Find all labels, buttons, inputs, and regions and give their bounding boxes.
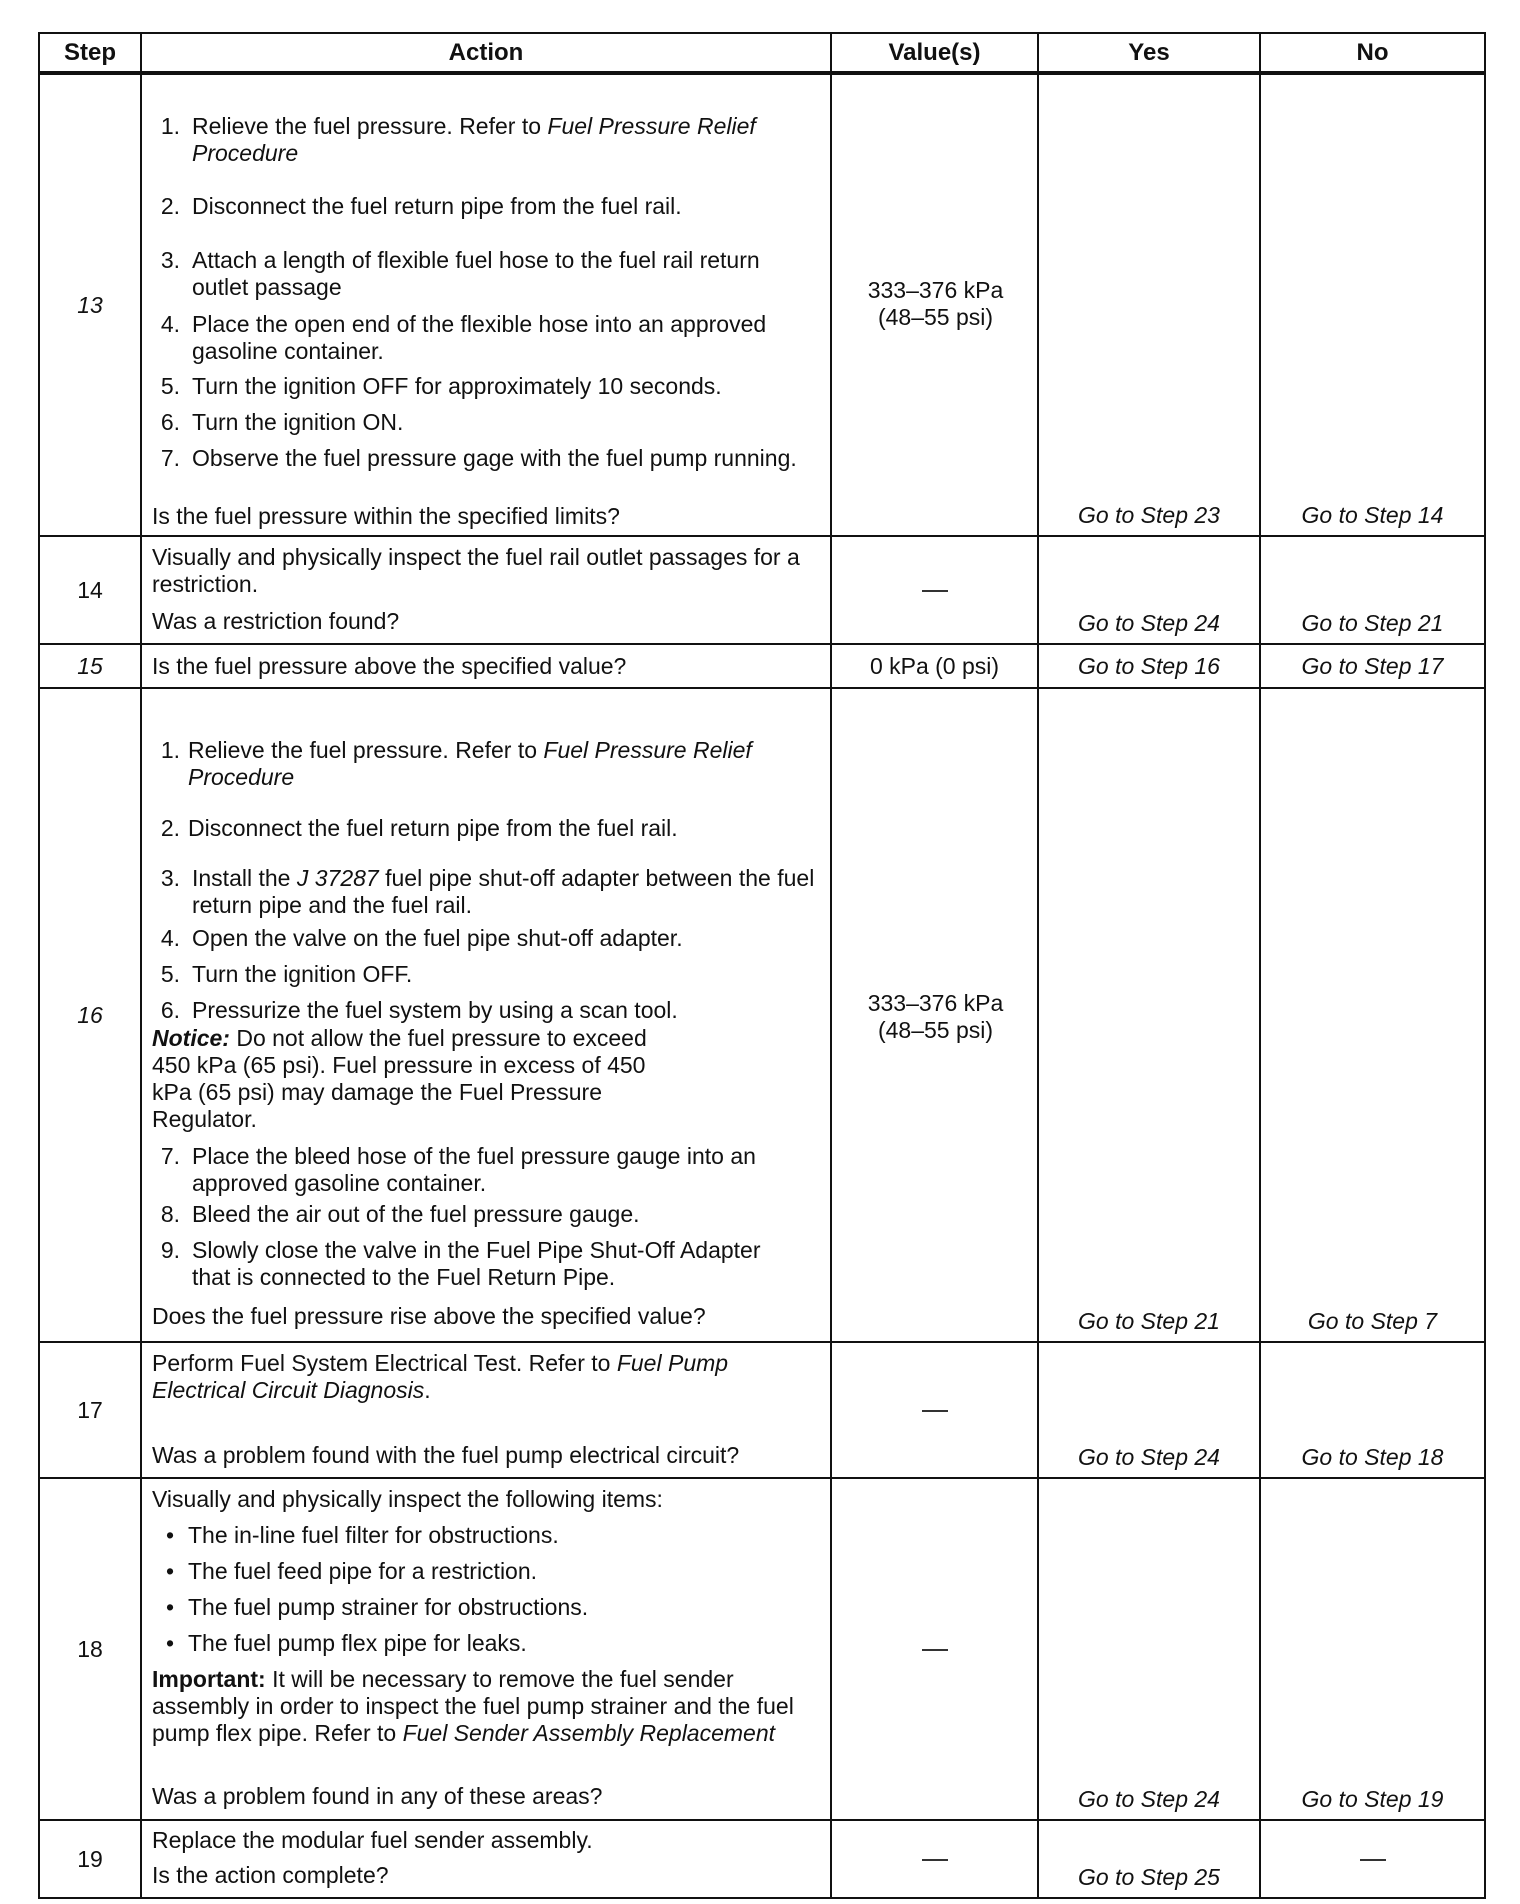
list-item: 8. Bleed the air out of the fuel pressure gauge. <box>160 1201 640 1227</box>
question: Was a restriction found? <box>152 608 400 634</box>
tool-reference: J 37287 <box>296 865 379 891</box>
list-item: 1. Relieve the fuel pressure. Refer to Fuel Pressure Relief Procedure <box>160 113 756 166</box>
header-row <box>39 33 1485 73</box>
yes-target: Go to Step 24 <box>1078 1786 1220 1812</box>
step-number: 17 <box>39 1342 141 1478</box>
action-cell <box>141 1342 831 1478</box>
action-cell <box>141 1820 831 1898</box>
no-target: Go to Step 21 <box>1301 610 1444 636</box>
value-cell <box>831 1478 1038 1820</box>
no-cell <box>1260 644 1485 688</box>
yes-cell <box>1038 1820 1260 1898</box>
list-item: 5. Turn the ignition OFF for approximately 10 seconds. <box>160 373 722 399</box>
important-note: Important: It will be necessary to remove the fuel sender assembly in order to inspect the fuel pump strainer and the fuel pump flex pipe. Refer to Fuel Sender Assembly Replacement <box>152 1666 794 1746</box>
yes-target: Go to Step 16 <box>1078 652 1220 679</box>
yes-cell <box>1038 1478 1260 1820</box>
list-item: 3. Attach a length of flexible fuel hose to the fuel rail return outlet passage <box>160 247 760 300</box>
yes-cell <box>1038 644 1260 688</box>
value-cell: 333–376 kPa (48–55 psi) <box>831 688 1038 1342</box>
no-cell <box>1260 536 1485 644</box>
list-item: 9. Slowly close the valve in the Fuel Pipe Shut-Off Adapter that is connected to the Fuel Return Pipe. <box>160 1237 761 1290</box>
list-item: 1. Relieve the fuel pressure. Refer to Fuel Pressure Relief Procedure <box>160 737 752 790</box>
yes-target: Go to Step 24 <box>1078 610 1220 636</box>
step-number: 18 <box>39 1478 141 1820</box>
dash-mark <box>922 1410 948 1412</box>
diagnostic-table <box>38 32 1486 1899</box>
action-text: Visually and physically inspect the following items: <box>152 1486 663 1512</box>
no-target: Go to Step 17 <box>1301 652 1444 679</box>
action-cell <box>141 536 831 644</box>
list-item: 7. Observe the fuel pressure gage with the fuel pump running. <box>160 445 797 471</box>
step-number: 14 <box>39 536 141 644</box>
value-cell <box>831 536 1038 644</box>
list-item: 5. Turn the ignition OFF. <box>160 961 413 987</box>
list-item: 6. Pressurize the fuel system by using a scan tool. <box>160 997 678 1023</box>
step-number: 19 <box>39 1820 141 1898</box>
notice: Notice: Do not allow the fuel pressure to exceed 450 kPa (65 psi). Fuel pressure in excess of 450 kPa (65 psi) may damage the Fuel Pressure Regulator. <box>152 1025 647 1132</box>
no-cell <box>1260 1342 1485 1478</box>
no-cell <box>1260 688 1485 1342</box>
question: Was a problem found with the fuel pump electrical circuit? <box>152 1442 740 1468</box>
yes-cell <box>1038 73 1260 536</box>
header-action: Action <box>141 33 831 73</box>
step-number: 15 <box>39 644 141 688</box>
value-cell: 333–376 kPa (48–55 psi) <box>831 73 1038 536</box>
action-text: Perform Fuel System Electrical Test. Refer to Fuel Pump Electrical Circuit Diagnosis. <box>152 1350 729 1403</box>
dash-mark <box>922 1859 948 1861</box>
list-item: • The fuel pump flex pipe for leaks. <box>166 1630 527 1656</box>
list-item: • The fuel feed pipe for a restriction. <box>166 1558 538 1584</box>
no-target: Go to Step 7 <box>1307 1308 1438 1334</box>
yes-target: Go to Step 24 <box>1078 1444 1220 1470</box>
header-values: Value(s) <box>831 33 1038 73</box>
list-item: 2. Disconnect the fuel return pipe from the fuel rail. <box>160 193 682 219</box>
no-target: Go to Step 18 <box>1301 1444 1444 1470</box>
action-cell <box>141 644 831 688</box>
list-item: 4. Place the open end of the flexible hose into an approved gasoline container. <box>160 311 767 364</box>
header-no: No <box>1260 33 1485 73</box>
yes-cell <box>1038 1342 1260 1478</box>
value-cell <box>831 1820 1038 1898</box>
step-number: 13 <box>39 73 141 536</box>
question: Is the fuel pressure within the specified limits? <box>152 503 620 529</box>
action-text: Replace the modular fuel sender assembly. <box>152 1827 593 1853</box>
table-row-step-17 <box>39 1342 1485 1478</box>
action-text: Visually and physically inspect the fuel rail outlet passages for a restriction. <box>152 544 800 597</box>
action-cell <box>141 73 831 536</box>
yes-target: Go to Step 21 <box>1078 1308 1220 1334</box>
table-row-step-19 <box>39 1820 1485 1898</box>
no-cell <box>1260 1820 1485 1898</box>
value-cell <box>831 1342 1038 1478</box>
yes-target: Go to Step 25 <box>1078 1864 1220 1890</box>
question: Was a problem found in any of these areas? <box>152 1783 603 1809</box>
list-item: 6. Turn the ignition ON. <box>160 409 404 435</box>
yes-target: Go to Step 23 <box>1078 502 1220 528</box>
table-row-step-16 <box>39 688 1485 1342</box>
no-target: Go to Step 19 <box>1301 1786 1444 1812</box>
dash-mark <box>922 590 948 592</box>
question: Is the action complete? <box>152 1862 389 1888</box>
action-cell <box>141 1478 831 1820</box>
action-cell <box>141 688 831 1342</box>
question: Is the fuel pressure above the specified value? <box>152 652 627 679</box>
no-cell <box>1260 73 1485 536</box>
value-cell: 0 kPa (0 psi) <box>831 644 1038 688</box>
step-number: 16 <box>39 688 141 1342</box>
table-row-step-14 <box>39 536 1485 644</box>
table-row-step-13 <box>39 73 1485 536</box>
question: Does the fuel pressure rise above the specified value? <box>152 1303 706 1329</box>
list-item: 3. Install the J 37287 fuel pipe shut-off adapter between the fuel return pipe and the fuel rail. <box>160 865 815 918</box>
list-item: 4. Open the valve on the fuel pipe shut-off adapter. <box>160 925 683 951</box>
header-step: Step <box>39 33 141 73</box>
list-item: • The fuel pump strainer for obstructions. <box>166 1594 589 1620</box>
header-yes: Yes <box>1038 33 1260 73</box>
yes-cell <box>1038 536 1260 644</box>
no-cell <box>1260 1478 1485 1820</box>
dash-mark <box>1360 1859 1386 1861</box>
dash-mark <box>922 1649 948 1651</box>
list-item: 7. Place the bleed hose of the fuel pressure gauge into an approved gasoline container. <box>160 1143 756 1196</box>
table-row-step-18 <box>39 1478 1485 1820</box>
list-item: 2. Disconnect the fuel return pipe from the fuel rail. <box>160 815 678 841</box>
yes-cell <box>1038 688 1260 1342</box>
list-item: • The in-line fuel filter for obstructions. <box>166 1522 559 1548</box>
table-row-step-15 <box>39 644 1485 688</box>
no-target: Go to Step 14 <box>1301 502 1444 528</box>
